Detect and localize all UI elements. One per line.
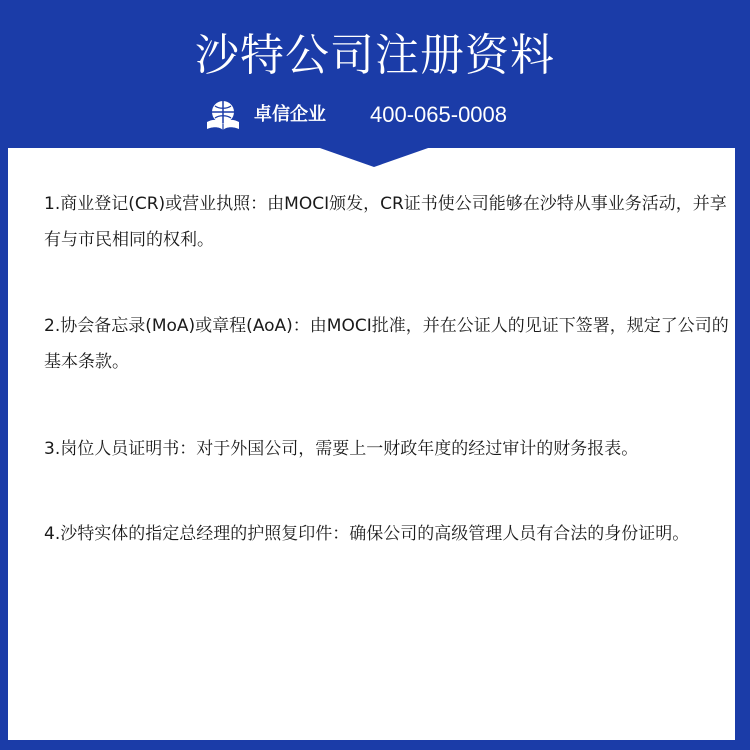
brand-name: 卓信企业 xyxy=(254,104,326,125)
page-title: 沙特公司注册资料 xyxy=(195,30,555,81)
brand-row xyxy=(0,96,750,136)
list-item: 1.商业登记(CR)或营业执照：由MOCI颁发，CR证书使公司能够在沙特从事业务活动，并享有与市民相同的权利。 xyxy=(44,194,727,250)
list-item: 3.岗位人员证明书：对于外国公司，需要上一财政年度的经过审计的财务报表。 xyxy=(44,439,639,459)
content-panel xyxy=(8,148,735,740)
list-item: 4.沙特实体的指定总经理的护照复印件：确保公司的高级管理人员有合法的身份证明。 xyxy=(44,524,690,544)
list-item: 2.协会备忘录(MoA)或章程(AoA)：由MOCI批准，并在公证人的见证下签署，规定了公司的基本条款。 xyxy=(44,316,729,372)
phone-number: 400-065-0008 xyxy=(370,102,508,127)
globe-book-logo-icon xyxy=(203,98,243,132)
header xyxy=(0,0,750,150)
header-notch xyxy=(317,147,431,167)
